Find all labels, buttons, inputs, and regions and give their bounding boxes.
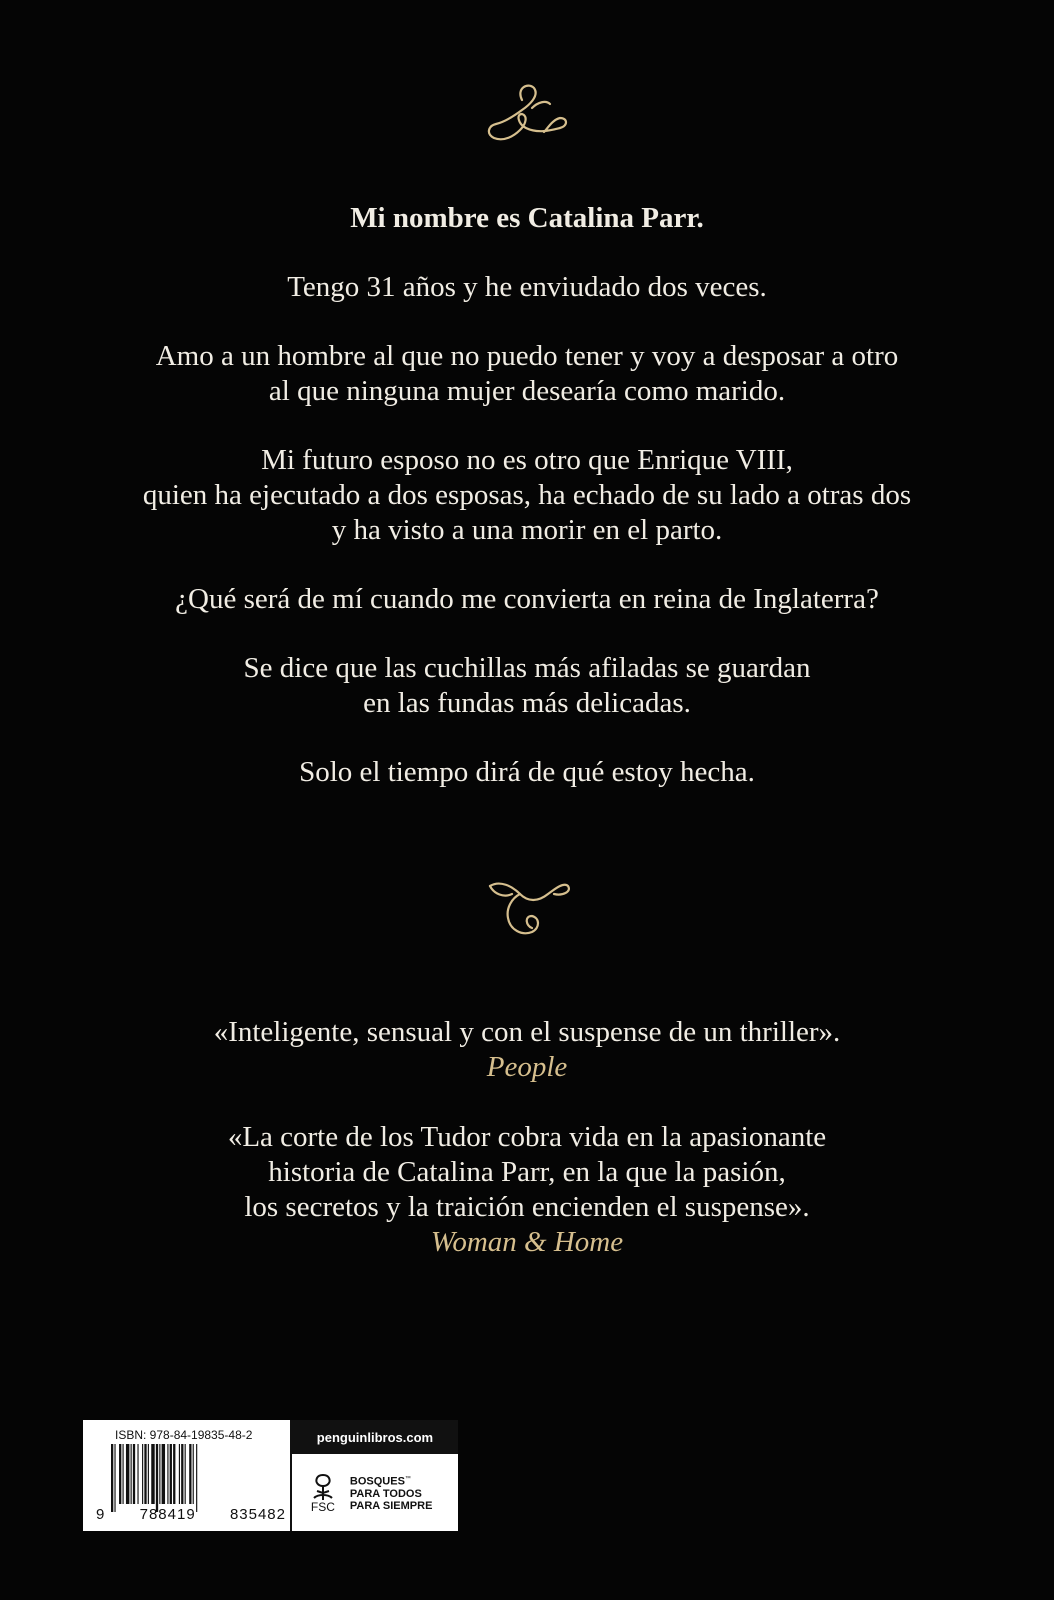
review-source: Woman & Home [430,1226,624,1258]
blurb [0,201,1054,790]
barcode-bar [170,1444,172,1504]
blurb-para-6: Solo el tiempo dirá de qué estoy hecha. [299,756,755,788]
blurb-line: quien ha ejecutado a dos esposas, ha echado de su lado a otras dos [142,479,912,511]
blurb-para-4: ¿Qué será de mí cuando me convierta en reina de Inglaterra? [175,583,879,615]
barcode-bar [133,1444,135,1504]
barcode-bar [131,1444,132,1504]
barcode-bar [162,1444,165,1504]
barcode-digit-group: 788419 [139,1506,196,1523]
barcode-bar [173,1444,175,1504]
trademark-symbol: ™ [404,1476,411,1483]
barcode-bars [111,1444,271,1512]
review-quote-line: los secretos y la traición encienden el suspense». [244,1191,810,1223]
review-quote-line: «La corte de los Tudor cobra vida en la apasionante [227,1121,827,1153]
barcode-bar [114,1444,115,1512]
barcode-bar [148,1444,149,1504]
barcode-bar [196,1444,197,1512]
barcode-bar [189,1444,191,1504]
barcode-bar [185,1444,186,1504]
blurb-line: y ha visto a una morir en el parto. [331,514,723,546]
blurb-line: al que ninguna mujer desearía como marido. [268,375,786,407]
blurb-line: Se dice que las cuchillas más afiladas se guardan [243,652,811,684]
flourish-top-icon [0,78,1054,150]
review-quote-line: «Inteligente, sensual y con el suspense de un thriller». [213,1016,841,1048]
review-quote-line: historia de Catalina Parr, en la que la pasión, [268,1156,786,1188]
barcode-bar [119,1444,121,1504]
blurb-para-3 [0,443,1054,548]
isbn-label: ISBN: 978-84-19835-48-2 [115,1428,253,1442]
barcode-bar [151,1444,154,1504]
barcode-digit-group: 9 [96,1506,106,1523]
publisher-panel [292,1420,458,1531]
blurb-para-2 [0,339,1054,409]
barcode-bar [181,1444,183,1504]
barcode-bar [142,1444,143,1504]
fsc-line: PARA TODOS [349,1487,422,1500]
barcode-digit-group: 835482 [229,1506,286,1523]
blurb-line: Amo a un hombre al que no puedo tener y voy a desposar a otro [155,340,899,372]
barcode-bar [156,1444,158,1512]
review-source: People [486,1051,568,1083]
review-1 [0,1015,1054,1085]
barcode-bar [144,1444,146,1504]
barcode-bar [193,1444,194,1504]
fsc-tree-icon [306,1472,340,1514]
barcode-bar [167,1444,168,1504]
blurb-para-5 [0,651,1054,721]
fsc-line: PARA SIEMPRE [349,1499,433,1512]
barcode [83,1420,292,1531]
barcode-bar [137,1444,138,1504]
barcode-bar [126,1444,129,1504]
flourish-middle-icon [0,872,1054,944]
barcode-bar [123,1444,124,1504]
barcode-digits [96,1506,286,1523]
blurb-heading: Mi nombre es Catalina Parr. [350,202,704,234]
barcode-bar [111,1444,113,1512]
barcode-bar [159,1444,160,1504]
fsc-label [292,1454,458,1531]
blurb-line: Mi futuro esposo no es otro que Enrique VIII, [261,444,793,476]
barcode-bar [179,1444,180,1504]
fsc-line: BOSQUES [349,1475,405,1488]
review-2 [0,1120,1054,1260]
fsc-logo-text: FSC [310,1499,335,1514]
blurb-para-1: Tengo 31 años y he enviudado dos veces. [287,271,767,303]
fsc-slogan [350,1473,433,1512]
blurb-line: en las fundas más delicadas. [363,687,691,719]
barcode-panel [83,1420,458,1531]
website-label: penguinlibros.com [292,1420,458,1454]
